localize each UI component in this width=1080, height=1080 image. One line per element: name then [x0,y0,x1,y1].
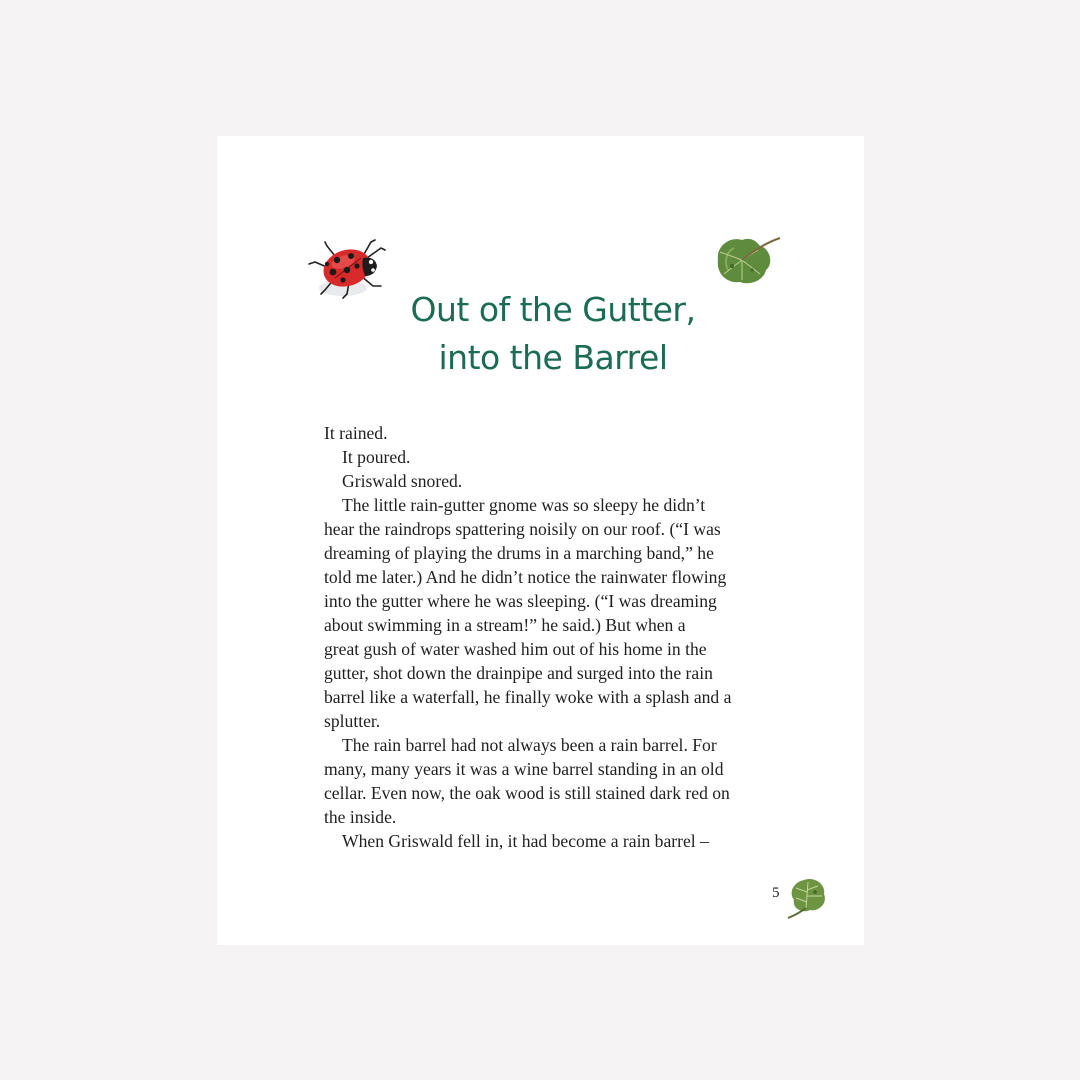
chapter-body-text [324,421,784,853]
text-line: splutter. [324,711,381,731]
text-line: barrel like a waterfall, he finally woke with a splash and a [324,687,732,707]
text-line: told me later.) And he didn’t notice the rainwater flowing [324,567,727,587]
text-line: It poured. [342,447,411,467]
chapter-title [217,286,889,382]
page-number: 5 [772,885,780,901]
text-line: gutter, shot down the drainpipe and surged into the rain [324,663,713,683]
text-line: about swimming in a stream!” he said.) But when a [324,615,686,635]
text-line: The rain barrel had not always been a rain barrel. For [342,735,717,755]
text-line: the inside. [324,807,397,827]
text-line: great gush of water washed him out of his home in the [324,639,707,659]
text-line: The little rain-gutter gnome was so sleepy he didn’t [342,495,706,515]
text-line: dreaming of playing the drums in a marching band,” he [324,543,714,563]
text-line: It rained. [324,423,388,443]
chapter-title-line-2: into the Barrel [438,338,668,377]
chapter-title-line-1: Out of the Gutter, [410,290,696,329]
leaf-icon [712,230,782,288]
text-line: hear the raindrops spattering noisily on our roof. (“I was [324,519,721,539]
text-line: into the gutter where he was sleeping. (“I was dreaming [324,591,717,611]
text-line: When Griswald fell in, it had become a rain barrel – [342,831,709,851]
leaf-icon [782,874,830,920]
book-page [217,136,864,945]
text-line: cellar. Even now, the oak wood is still stained dark red on [324,783,730,803]
text-line: many, many years it was a wine barrel standing in an old [324,759,724,779]
text-line: Griswald snored. [342,471,463,491]
